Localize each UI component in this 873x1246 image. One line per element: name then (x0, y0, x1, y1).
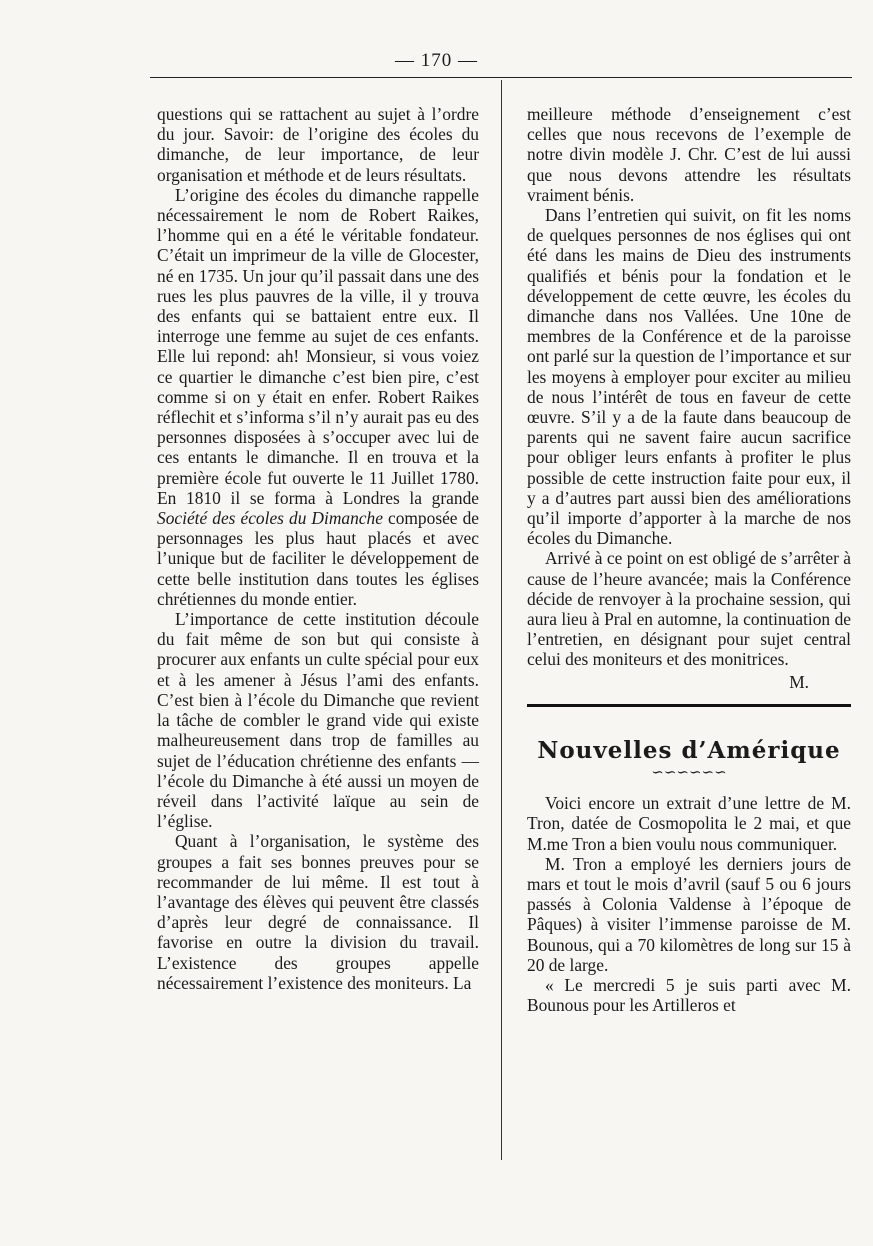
paragraph: M. Tron a employé les derniers jours de mars et tout le mois d’avril (sauf 5 ou 6 jours passés à Colonia Valdense à l’époque de Pâques) à visiter l’immense paroisse de M. Bounous, qui a 70 kilomètres de long sur 15 à 20 de large. (527, 853, 851, 975)
paragraph-text: composée de personnages les plus haut placés et avec l’unique but de faciliter le développement de cette belle institution dans toutes les églises chrétiennes du monde entier. (157, 508, 479, 609)
paragraph: Arrivé à ce point on est obligé de s’arrêter à cause de l’heure avancée; mais la Conférence décide de renvoyer à la prochaine session, qui aura lieu à Pral en automne, la continuation de l’entretien, en désignant pour sujet central celui des moniteurs et des monitrices. (527, 548, 851, 670)
wavy-ornament-icon: ∽∽∽∽∽∽ (651, 765, 727, 782)
section-title: Nouvelles d’Amérique (537, 736, 841, 764)
left-column (157, 104, 479, 993)
paragraph (157, 185, 479, 609)
right-column (527, 104, 851, 1015)
section-rule (527, 704, 851, 707)
header-rule (150, 77, 852, 78)
paragraph: questions qui se rattachent au sujet à l’ordre du jour. Savoir: de l’origine des écoles du dimanche, de leur importance, de leur organisation et méthode et de leurs résultats. (157, 104, 479, 185)
paragraph: Dans l’entretien qui suivit, on fit les noms de quelques personnes de nos églises qui ont été dans les mains de Dieu des instruments qualifiés et bénis pour la fondation et le développement de cette œuvre, les écoles du dimanche dans nos Vallées. Une 10ne de membres de la Conférence et de la paroisse ont parlé sur la question de l’importance et sur les moyens à employer pour exciter au milieu de nous l’intérêt de tous en faveur de cette œuvre. S’il y a de la faute dans beaucoup de parents qui ne savent faire aucun sacrifice pour obliger leurs enfants à profiter le plus possible de cette instruction faite pour eux, il y a d’autres part aussi bien des améliorations qu’il importe d’apporter à la marche de nos écoles du Dimanche. (527, 205, 851, 549)
paragraph-text: L’origine des écoles du dimanche rappelle nécessairement le nom de Robert Raikes, l’homme qui en a été le véritable fondateur. C’était un imprimeur de la ville de Glocester, né en 1735. Un jour qu’il passait dans une des rues les plus pauvres de la ville, il y trouva des enfants qui se battaient entre eux. Il interroge une femme au sujet de ces enfants. Elle lui repond: ah! Monsieur, si vous voiez ce quartier le dimanche c’est bien pire, c’est comme si on y était en enfer. Robert Raikes réflechit et s’informa s’il n’y aurait pas eu des personnes disposées à s’occuper avec lui de ces entants le dimanche. Il en trouva et la première école fut ouverte le 11 Juillet 1780. En 1810 il se forma à Londres la grande (157, 184, 479, 508)
column-divider (501, 80, 502, 1160)
signature: M. (789, 671, 809, 692)
society-name: Société des écoles du Dimanche (157, 508, 383, 529)
paragraph: L’importance de cette institution découle du fait même de son but qui consiste à procurer aux enfants un culte spécial pour eux et à les amener à Jésus l’ami des enfants. C’est bien à l’école du Dimanche que revient la tâche de combler le grand vide qui existe malheureusement dans trop de familles au sujet de l’éducation chrétienne des enfants — l’école du Dimanche à été aussi un moyen de réveil dans l’activité laïque au sein de l’église. (157, 609, 479, 832)
paragraph: meilleure méthode d’enseignement c’est celles que nous recevons de l’exemple de notre divin modèle J. Chr. C’est de lui aussi que nous devons attendre les résultats vraiment bénis. (527, 104, 851, 205)
page-number: — 170 — (395, 50, 478, 71)
paragraph: Quant à l’organisation, le système des groupes a fait ses bonnes preuves pour se recommander de lui même. Il est tout à l’avantage des élèves qui peuvent être classés d’après leur degré de connaissance. Il favorise en outre la division du travail. L’existence des groupes appelle nécessairement l’existence des moniteurs. La (157, 831, 479, 993)
paragraph: « Le mercredi 5 je suis parti avec M. Bounous pour les Artilleros et (527, 974, 851, 1016)
paragraph: Voici encore un extrait d’une lettre de M. Tron, datée de Cosmopolita le 2 mai, et que M.me Tron a bien voulu nous communiquer. (527, 793, 851, 854)
